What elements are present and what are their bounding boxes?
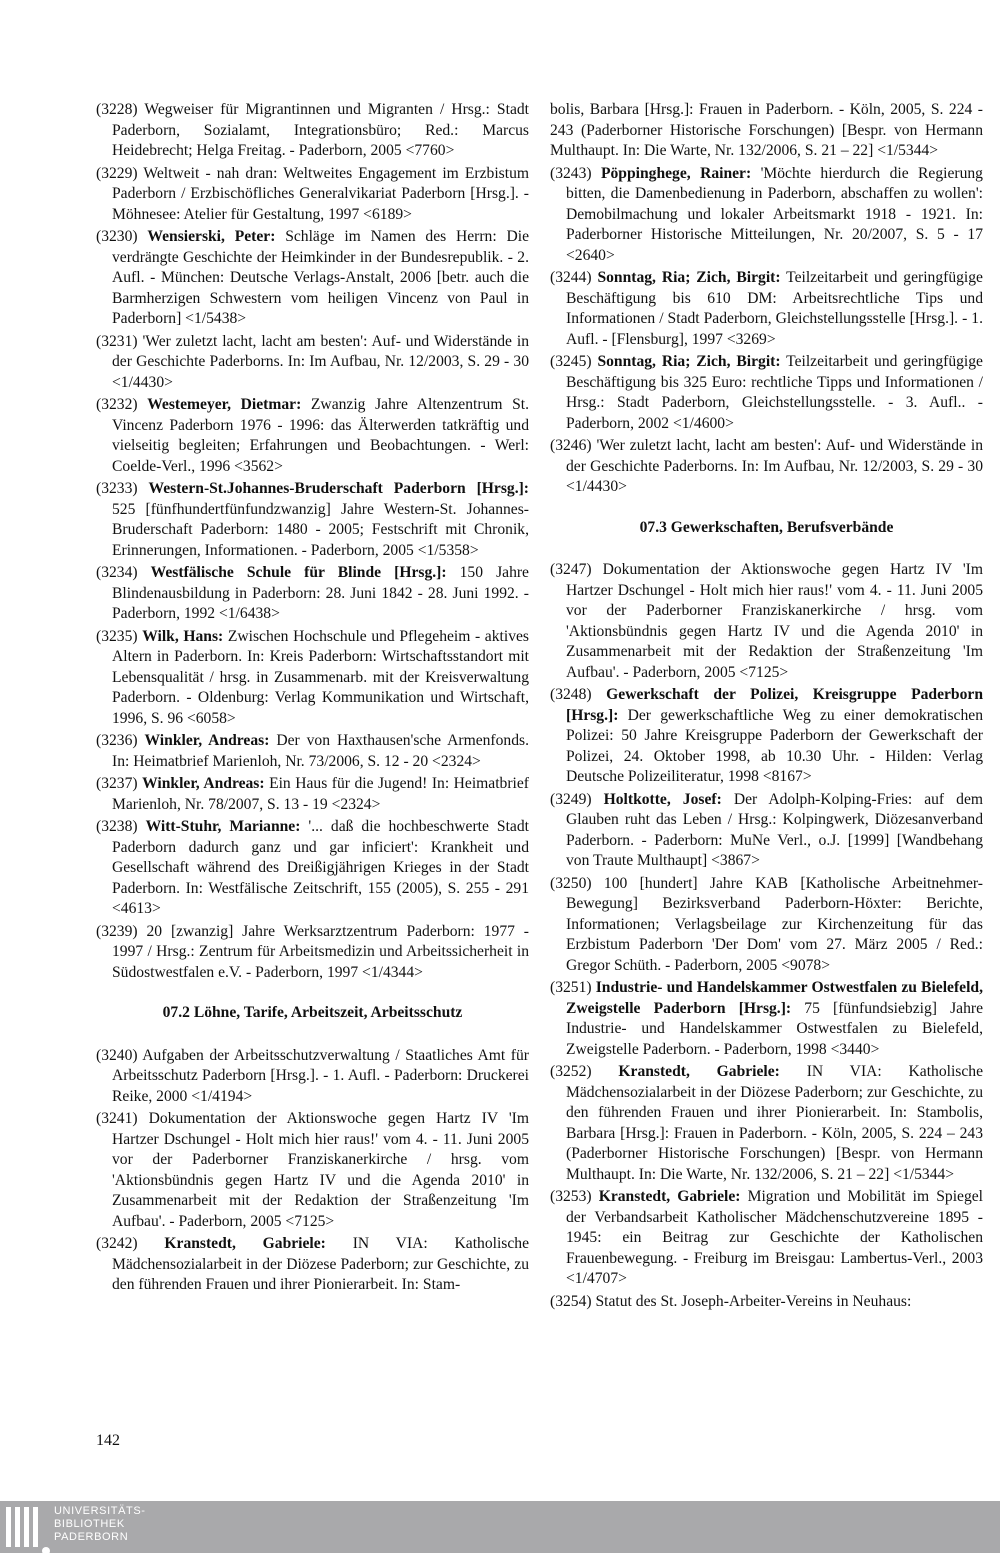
entry-number: (3248) [550,686,592,703]
entry-list [96,1046,529,1296]
entry-author: Sonntag, Ria; Zich, Birgit: [597,353,781,370]
bibliography-entry [550,352,983,434]
entry-text: Dokumentation der Aktionswoche gegen Hartz IV 'Im Hartzer Dschungel - Holt mich hier raus!' vom 4. - 11. Juni 2005 vor der Paderborner Franziskanerkirche / hrsg. vom 'Aktionsbündnis gegen Hartz IV und die Agenda 2010' in Zusammenarbeit mit der Redaktion der Straßenzeitung 'Im Aufbau'. - Paderborn, 2005 <7125> [566,561,983,681]
entry-text: Dokumentation der Aktionswoche gegen Hartz IV 'Im Hartzer Dschungel - Holt mich hier raus!' vom 4. - 11. Juni 2005 vor der Paderborner Franziskanerkirche / hrsg. vom 'Aktionsbündnis gegen Hartz IV und die Agenda 2010' in Zusammenarbeit mit der Redaktion der Straßenzeitung 'Im Aufbau'. - Paderborn, 2005 <7125> [112,1110,529,1230]
bibliography-entry [550,164,983,267]
bibliography-entry [96,395,529,477]
entry-text: Der gewerkschaftliche Weg zu einer demokratischen Polizei: 50 Jahre Kreisgruppe Paderborn der Gewerkschaft der Polizei, 24. Oktober 1998, ab 10.30 Uhr. - Hilden: Verlag Deutsche Polizeiliteratur, 1998 <8167> [566,706,983,785]
section-heading: 07.3 Gewerkschaften, Berufsverbände [639,518,894,536]
page-number: 142 [96,1432,120,1449]
entry-author: Western-St.Johannes-Bruderschaft Paderborn [Hrsg.]: [148,480,529,497]
bibliography-entry [96,164,529,226]
entry-author: Pöppinghege, Rainer: [600,164,752,182]
bibliography-entry [550,100,983,162]
entry-text: 150 Jahre Blindenausbildung in Paderborn: 28. Juni 1842 - 28. Juni 1992. - Paderborn, 1992 <1/6438> [112,564,529,622]
entry-text: Statut des St. Joseph-Arbeiter-Vereins in Neuhaus: [595,1292,912,1310]
bibliography-entry [96,227,529,330]
logo-line: PADERBORN [54,1531,129,1543]
entry-text: Schläge im Namen des Herrn: Die verdrängte Geschichte der Heimkinder in der Bundesrepublik. - 2. Aufl. - München: Deutsche Verlags-Anstalt, 2006 [betr. auch die Barmherzigen Schwestern vom heiligen Vincenz von Paul in Paderborn] <1/5438> [112,228,529,327]
left-column [96,100,529,1298]
bibliography-entry [550,978,983,1060]
entry-number: (3243) [550,164,592,182]
bibliography-entry [550,790,983,872]
entry-text: 'Wer zuletzt lacht, lacht am besten': Auf- und Widerstände in der Geschichte Paderborns. In: Im Aufbau, Nr. 12/2003, S. 29 - 30 <1/4430> [566,437,983,495]
entry-text: Wegweiser für Migrantinnen und Migranten / Hrsg.: Stadt Paderborn, Sozialamt, Integrationsbüro; Red.: Marcus Heidebrecht; Helga Freitag. - Paderborn, 2005 <7760> [112,101,529,159]
bibliography-entry [96,922,529,984]
entry-number: (3229) [96,164,138,182]
entry-number: (3244) [550,269,592,286]
entry-author: Wensierski, Peter: [147,228,276,245]
entry-author: Witt-Stuhr, Marianne: [145,818,301,835]
entry-number: (3230) [96,228,138,245]
entry-author: Winkler, Andreas: [142,775,265,792]
entry-number: (3245) [550,353,592,370]
entry-number: (3254) [550,1292,592,1310]
entry-number: (3228) [96,101,138,118]
entry-text: 20 [zwanzig] Jahre Werksarztzentrum Paderborn: 1977 - 1997 / Hrsg.: Zentrum für Arbeitsmedizin und Arbeitssicherheit in Südostwestfalen e.V. - Paderborn, 1997 <1/4344> [112,922,529,981]
entry-number: (3235) [96,627,138,645]
entry-text: IN VIA: Katholische Mädchensozialarbeit in der Diözese Paderborn; zur Geschichte, zu den führenden Frauen und ihrer Pionierarbeit. In: Stambolis, Barbara [Hrsg.]: Frauen in Paderborn. - Köln, 2005, S. 224 – 243 (Paderborner Historische Forschungen) [Bespr. von Hermann Multhaupt. In: Die Warte, Nr. 132/2006, S. 21 – 22] <1/5344> [566,1063,984,1183]
entry-number: (3241) [96,1110,138,1127]
entry-number: (3253) [550,1188,592,1205]
footer-bar [0,1501,1000,1553]
entry-text: Weltweit - nah dran: Weltweites Engagement im Erzbistum Paderborn / Erzbischöfliches Generalvikariat Paderborn [Hrsg.]. - Möhnesee: Atelier für Gestaltung, 1997 <6189> [112,164,529,223]
entry-text: Teilzeitarbeit und geringfügige Beschäftigung bis 325 Euro: rechtliche Tipps und Informationen / Hrsg.: Stadt Paderborn, Gleichstellungsstelle. - 3. Aufl.. - Paderborn, 2002 <1/4600> [566,353,983,432]
entry-author: Gewerkschaft der Polizei, Kreisgruppe Paderborn [Hrsg.]: [566,686,983,724]
entry-list [96,100,529,983]
entry-number: (3250) [550,874,592,892]
entry-text: Teilzeitarbeit und geringfügige Beschäftigung bis 610 DM: Arbeitsrechtliche Tips und Informationen / Stadt Paderborn, Gleichstellungsstelle [Hrsg.]. - 1. Aufl. - [Flensburg], 1997 <3269> [566,269,983,348]
bibliography-entry [550,1292,983,1313]
entry-author: Sonntag, Ria; Zich, Birgit: [597,269,781,286]
entry-number: (3231) [96,332,138,350]
entry-number: (3251) [550,979,592,996]
bibliography-entry [550,874,983,977]
entry-text: Ein Haus für die Jugend! In: Heimatbrief Marienloh, Nr. 78/2007, S. 13 - 19 <2324> [112,775,529,813]
entry-list [550,100,983,498]
bibliography-entry [96,479,529,561]
entry-number: (3236) [96,732,138,749]
bibliography-entry [550,1187,983,1290]
bibliography-entry [96,1046,529,1108]
bibliography-entry [96,731,529,772]
entry-number: (3249) [550,790,592,808]
logo-line: BIBLIOTHEK [54,1518,125,1530]
logo-bars-icon [6,1507,46,1547]
entry-author: Westemeyer, Dietmar: [147,396,302,413]
bibliography-entry [96,1234,529,1296]
bibliography-entry [550,268,983,350]
entry-number: (3246) [550,437,592,454]
entry-number: (3233) [96,480,138,497]
entry-author: Winkler, Andreas: [144,732,270,749]
bibliography-entry [96,1109,529,1232]
library-logo [0,1501,146,1553]
entry-number: (3234) [96,564,138,581]
entry-text: 525 [fünfhundertfünfundzwanzig] Jahre Western-St. Johannes-Bruderschaft Paderborn: 1480 - 2005; Festschrift mit Chronik, Erinnerungen, Informationen. - Paderborn, 2005 <1/5358> [112,500,529,559]
entry-text: Der Adolph-Kolping-Fries: auf dem Glauben ruht das Leben / Hrsg.: Kolpingwerk, Diözesanverband Paderborn. - Paderborn: MuNe Verl., o.J. [1999] [Wandbehang von Traute Multhaupt] <3867> [566,790,983,869]
entry-text: Zwanzig Jahre Altenzentrum St. Vincenz Paderborn 1976 - 1996: das Älterwerden tatkräftig und vielseitig begleiten; Erfahrungen und Beobachtungen. - Werl: Coelde-Verl., 1996 <3562> [112,396,529,475]
bibliography-entry [96,332,529,394]
entry-author: Kranstedt, Gabriele: [598,1188,741,1205]
entry-list [550,560,983,1312]
bibliography-entry [550,685,983,788]
entry-text: Der von Haxthausen'sche Armenfonds. In: Heimatbrief Marienloh, Nr. 73/2006, S. 12 - 20 <2324> [112,732,529,770]
bibliography-entry [550,436,983,498]
bibliography-entry [96,627,529,730]
entry-author: Industrie- und Handelskammer Ostwestfalen zu Bielefeld, Zweigstelle Paderborn [Hrsg.]: [566,979,983,1017]
entry-number: (3240) [96,1046,138,1064]
right-column [550,100,983,1314]
entry-author: Holtkotte, Josef: [603,790,722,808]
section-heading: 07.2 Löhne, Tarife, Arbeitszeit, Arbeitsschutz [162,1004,463,1021]
entry-author: Kranstedt, Gabriele: [164,1235,326,1252]
entry-number: (3237) [96,775,138,792]
entry-text: '... daß die hochbeschwerte Stadt Paderborn dadurch ganz und gar inficiert': Krankheit und Gesellschaft während des Dreißigjährigen Krieges in der Stadt Paderborn. In: Westfälische Zeitschrift, 155 (2005), S. 255 - 291 <4613> [112,818,529,917]
entry-text: Migration und Mobilität im Spiegel der Verbandsarbeit Katholischer Mädchenschutzvereine 1895 - 1945: ein Beitrag zur Geschichte der Katholischen Frauenbewegung. - Freiburg im Breisgau: Lambertus-Verl., 2003 <1/4707> [566,1188,984,1287]
entry-number: (3232) [96,396,138,413]
bibliography-entry [550,560,983,683]
bibliography-entry [96,817,529,920]
bibliography-entry [96,774,529,815]
entry-text: IN VIA: Katholische Mädchensozialarbeit in der Diözese Paderborn; zur Geschichte, zu den führenden Frauen und ihrer Pionierarbeit. In: Stam- [112,1235,530,1293]
bibliography-entry [96,563,529,625]
entry-text: 'Möchte hierdurch die Regierung bitten, die Damenbedienung in Paderborn, abschaffen zu wollen': Demobilmachung und lokaler Arbeitsmarkt 1918 - 1921. In: Paderborner Historische Mitteilungen, Nr. 20/2007, S. 5 - 17 <2640> [566,164,983,264]
entry-text: 'Wer zuletzt lacht, lacht am besten': Auf- und Widerstände in der Geschichte Paderborns. In: Im Aufbau, Nr. 12/2003, S. 29 - 30 <1/4430> [112,332,529,391]
entry-number: (3238) [96,818,138,835]
entry-text: 75 [fünfundsiebzig] Jahre Industrie- und Handelskammer Ostwestfalen zu Bielefeld, Zweigstelle Paderborn. - Paderborn, 1998 <3440> [566,999,984,1058]
entry-author: Kranstedt, Gabriele: [618,1063,780,1080]
logo-text [54,1505,146,1544]
bibliography-entry [550,1062,983,1185]
bibliography-entry [96,100,529,162]
entry-text: 100 [hundert] Jahre KAB [Katholische Arbeitnehmer-Bewegung] Bezirksverband Paderborn-Höxter: Berichte, Informationen; Verlagsbeilage zur Kirchenzeitung für das Erzbistum Paderborn 'Der Dom' vom 27. März 2005 / Red.: Gregor Schüth. - Paderborn, 2005 <9078> [566,874,983,974]
entry-author: Wilk, Hans: [142,627,224,645]
entry-number: (3247) [550,561,592,578]
entry-number: (3252) [550,1063,592,1080]
logo-line: UNIVERSITÄTS- [54,1505,146,1517]
entry-text: Zwischen Hochschule und Pflegeheim - aktives Altern in Paderborn. In: Kreis Paderborn: Wirtschaftsstandort mit Lebensqualität / hrsg. in Zusammenarb. mit der Kreisverwaltung Paderborn. - Oldenburg: Verlag Kommunikation und Wirtschaft, 1996, S. 96 <6058> [112,627,529,727]
entry-number: (3239) [96,922,138,940]
entry-text: bolis, Barbara [Hrsg.]: Frauen in Paderborn. - Köln, 2005, S. 224 - 243 (Paderborner Historische Forschungen) [Bespr. von Hermann Multhaupt. In: Die Warte, Nr. 132/2006, S. 21 – 22] <1/5344> [550,101,983,159]
entry-author: Westfälische Schule für Blinde [Hrsg.]: [150,564,447,581]
entry-number: (3242) [96,1235,138,1252]
entry-text: Aufgaben der Arbeitsschutzverwaltung / Staatliches Amt für Arbeitsschutz Paderborn [Hrsg.]. - 1. Aufl. - Paderborn: Druckerei Reike, 2000 <1/4194> [112,1046,529,1105]
